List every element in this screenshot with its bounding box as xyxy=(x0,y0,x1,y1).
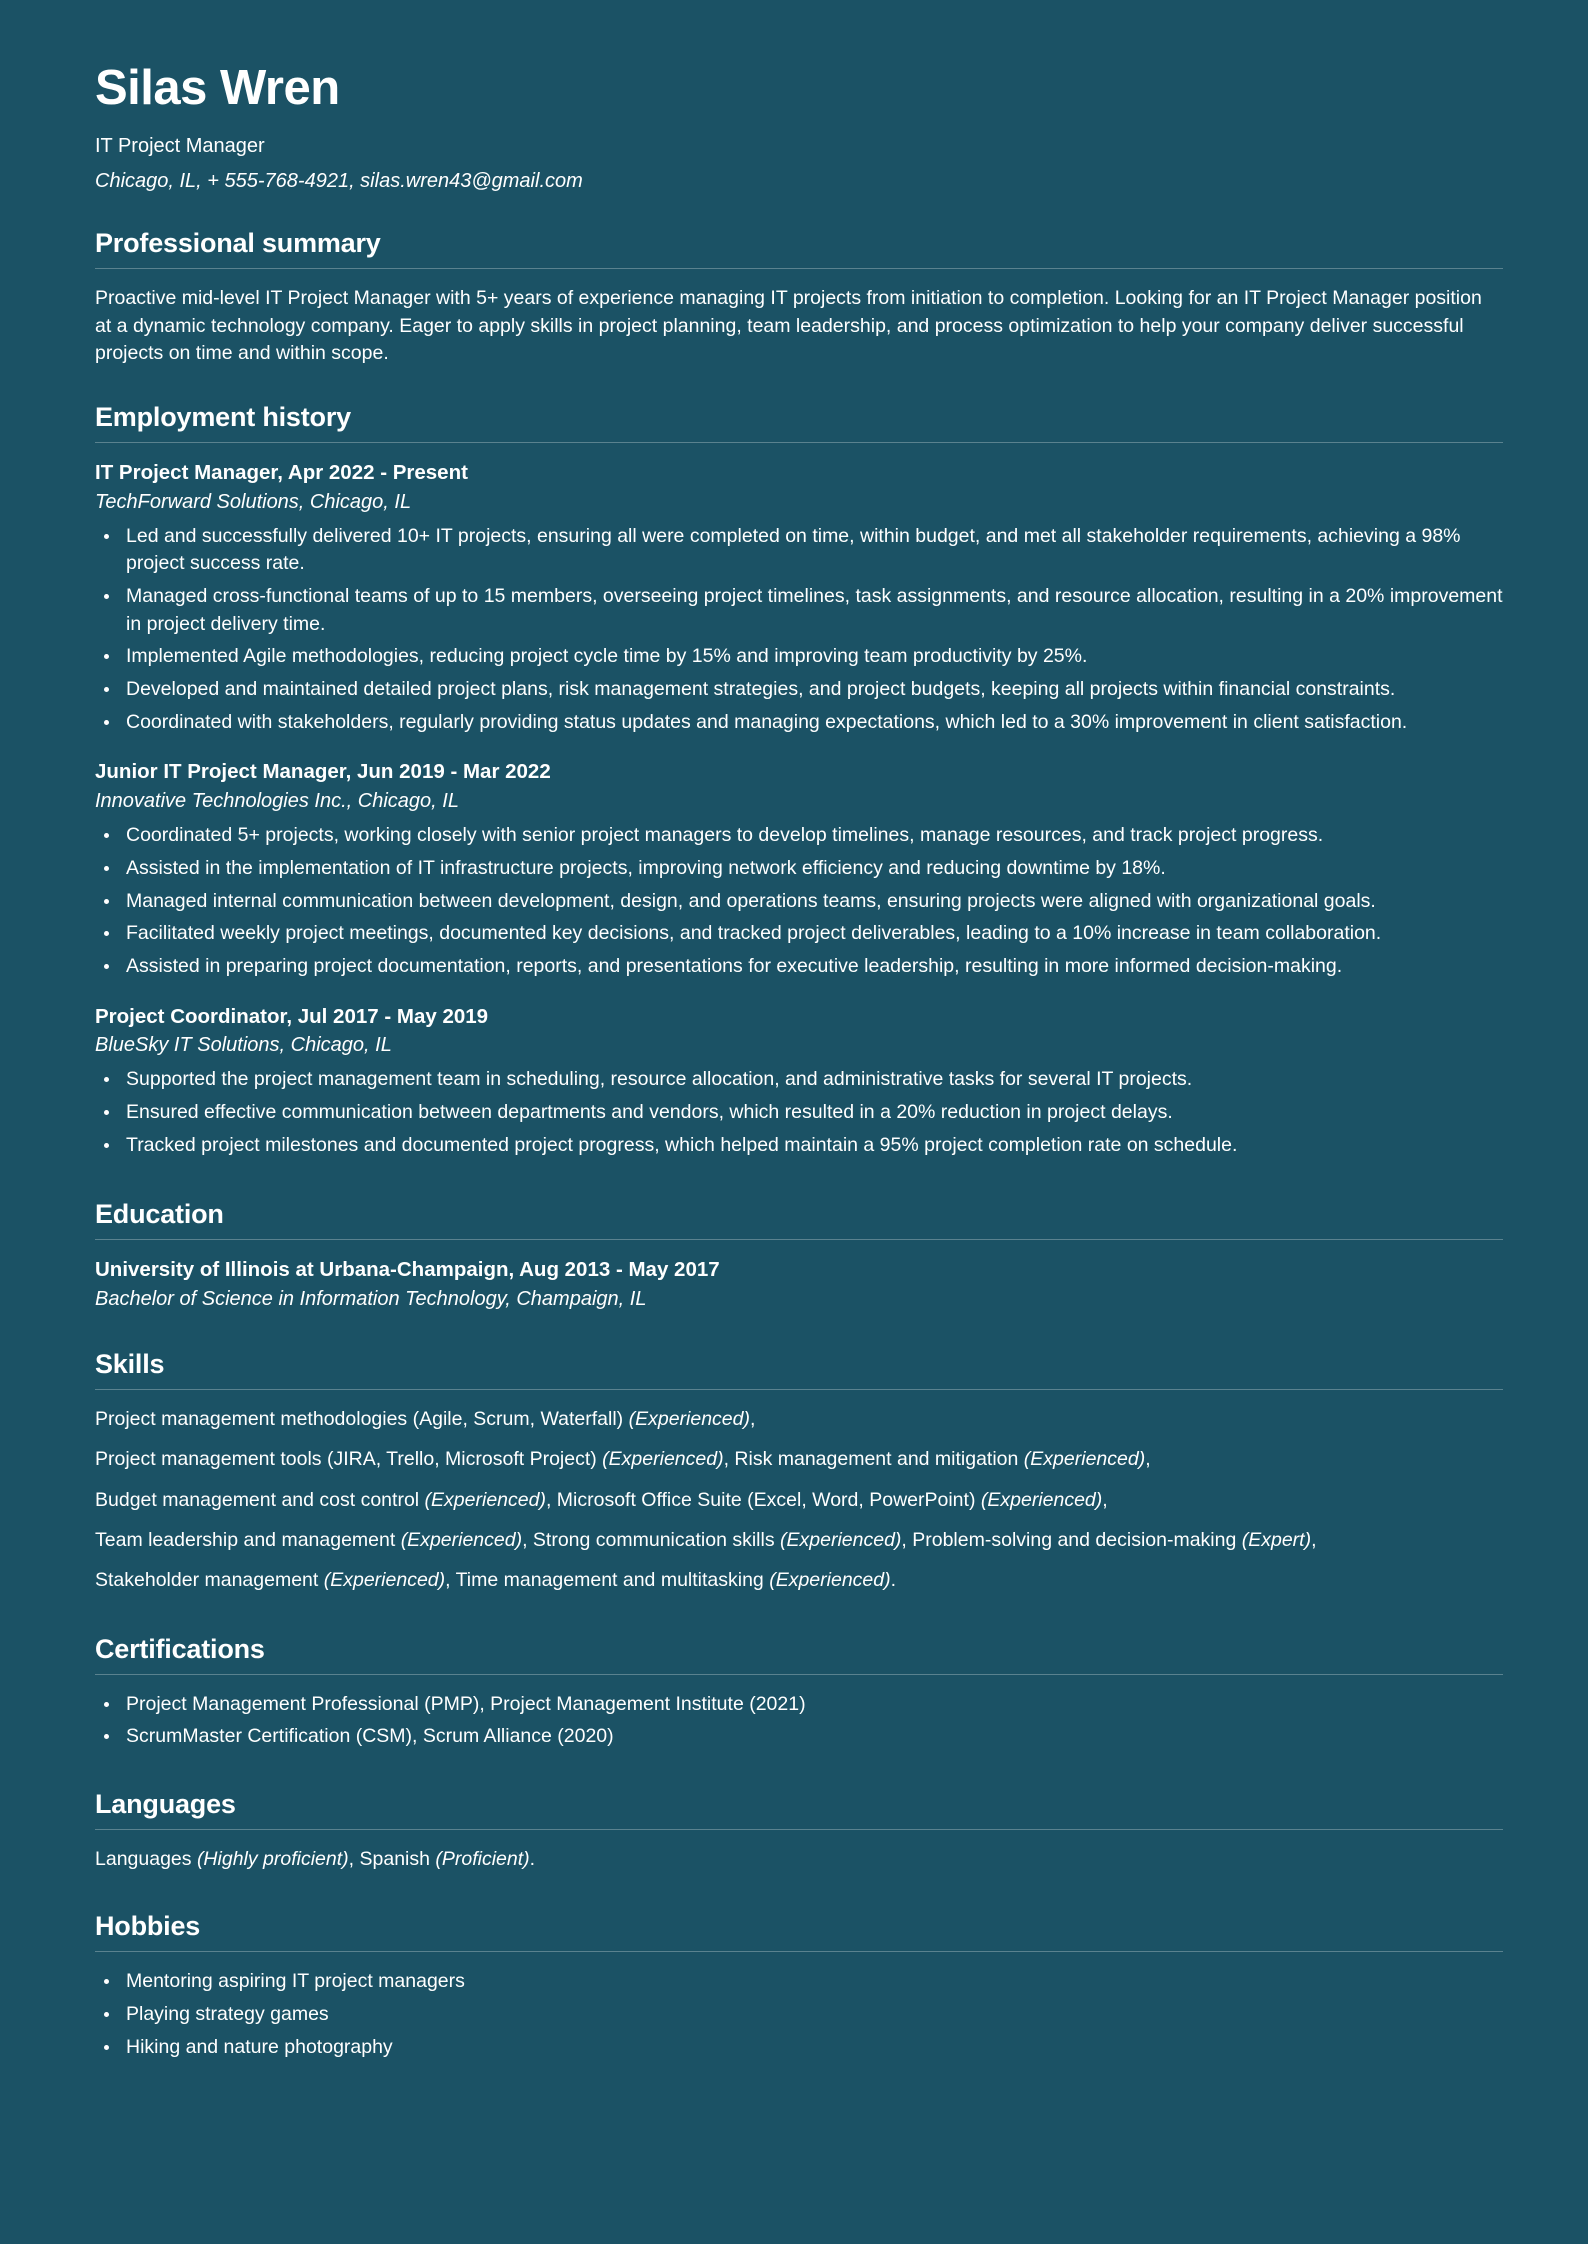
skill-line: Project management methodologies (Agile, Scrum, Waterfall) (Experienced), xyxy=(95,1407,756,1430)
list-item: Project Management Professional (PMP), Project Management Institute (2021) xyxy=(95,1691,1503,1719)
employment-entry xyxy=(95,1003,1503,1160)
section-divider xyxy=(95,1829,1503,1830)
list-item: Coordinated 5+ projects, working closely with senior project managers to develop timelines, manage resources, and track project progress. xyxy=(95,822,1503,850)
section-education xyxy=(95,1199,1503,1313)
education-subheading: Bachelor of Science in Information Technology, Champaign, IL xyxy=(95,1287,647,1310)
section-title-certifications: Certifications xyxy=(95,1633,265,1664)
employment-bullet-list xyxy=(95,1066,1503,1159)
list-item: Managed internal communication between development, design, and operations teams, ensuring projects were aligned with organizational goals. xyxy=(95,888,1503,916)
section-divider xyxy=(95,1239,1503,1240)
section-languages xyxy=(95,1789,1503,1873)
section-title-employment-history: Employment history xyxy=(95,401,351,432)
list-item: Assisted in the implementation of IT infrastructure projects, improving network efficiency and reducing downtime by 18%. xyxy=(95,855,1503,883)
section-title-hobbies: Hobbies xyxy=(95,1911,201,1942)
section-title-languages: Languages xyxy=(95,1788,236,1819)
candidate-job-title: IT Project Manager xyxy=(95,134,265,157)
list-item: Led and successfully delivered 10+ IT projects, ensuring all were completed on time, within budget, and met all stakeholder requirements, achieving a 98% project success rate. xyxy=(95,523,1503,578)
section-divider xyxy=(95,442,1503,443)
list-item: Ensured effective communication between departments and vendors, which resulted in a 20% reduction in project delays. xyxy=(95,1099,1503,1127)
employment-heading: Project Coordinator, Jul 2017 - May 2019 xyxy=(95,1004,489,1028)
section-divider xyxy=(95,1674,1503,1675)
employment-heading: IT Project Manager, Apr 2022 - Present xyxy=(95,460,468,484)
skill-line: Stakeholder management (Experienced), Time management and multitasking (Experienced). xyxy=(95,1569,897,1592)
section-employment-history xyxy=(95,402,1503,1159)
section-title-professional-summary: Professional summary xyxy=(95,227,381,258)
list-item: Coordinated with stakeholders, regularly providing status updates and managing expectations, which led to a 30% improvement in client satisfaction. xyxy=(95,709,1503,737)
hobbies-list xyxy=(95,1968,1503,2061)
section-title-education: Education xyxy=(95,1199,224,1230)
list-item: Developed and maintained detailed project plans, risk management strategies, and project budgets, keeping all projects within financial constraints. xyxy=(95,676,1503,704)
employment-company: TechForward Solutions, Chicago, IL xyxy=(95,490,412,513)
list-item: ScrumMaster Certification (CSM), Scrum Alliance (2020) xyxy=(95,1723,1503,1751)
section-divider xyxy=(95,1951,1503,1952)
education-heading: University of Illinois at Urbana-Champaign, Aug 2013 - May 2017 xyxy=(95,1258,720,1282)
section-divider xyxy=(95,268,1503,269)
section-divider xyxy=(95,1389,1503,1390)
skill-line: Project management tools (JIRA, Trello, Microsoft Project) (Experienced), Risk management and mitigation (Experienced), xyxy=(95,1448,1151,1471)
employment-bullet-list xyxy=(95,822,1503,980)
employment-entry xyxy=(95,758,1503,980)
languages-line: Languages (Highly proficient), Spanish (Proficient). xyxy=(95,1847,536,1870)
employment-entry xyxy=(95,459,1503,736)
list-item: Mentoring aspiring IT project managers xyxy=(95,1968,1503,1996)
employment-bullet-list xyxy=(95,523,1503,737)
section-hobbies xyxy=(95,1911,1503,2061)
employment-company: BlueSky IT Solutions, Chicago, IL xyxy=(95,1034,392,1057)
list-item: Facilitated weekly project meetings, documented key decisions, and tracked project deliverables, leading to a 10% increase in team collaboration. xyxy=(95,920,1503,948)
candidate-name: Silas Wren xyxy=(95,61,340,115)
list-item: Tracked project milestones and documented project progress, which helped maintain a 95% project completion rate on schedule. xyxy=(95,1132,1503,1160)
skill-line: Budget management and cost control (Experienced), Microsoft Office Suite (Excel, Word, PowerPoint) (Experienced), xyxy=(95,1488,1108,1511)
section-skills xyxy=(95,1349,1503,1594)
list-item: Hiking and nature photography xyxy=(95,2034,1503,2062)
list-item: Managed cross-functional teams of up to 15 members, overseeing project timelines, task assignments, and resource allocation, resulting in a 20% improvement in project delivery time. xyxy=(95,583,1503,638)
education-entry xyxy=(95,1256,1503,1313)
section-certifications xyxy=(95,1634,1503,1751)
section-professional-summary xyxy=(95,228,1503,368)
certifications-list xyxy=(95,1691,1503,1751)
list-item: Supported the project management team in scheduling, resource allocation, and administrative tasks for several IT projects. xyxy=(95,1066,1503,1094)
resume-header xyxy=(95,62,1503,194)
list-item: Assisted in preparing project documentation, reports, and presentations for executive leadership, resulting in more informed decision-making. xyxy=(95,953,1503,981)
list-item: Implemented Agile methodologies, reducing project cycle time by 15% and improving team productivity by 25%. xyxy=(95,643,1503,671)
section-title-skills: Skills xyxy=(95,1348,165,1379)
resume-content xyxy=(95,62,1503,2061)
list-item: Playing strategy games xyxy=(95,2001,1503,2029)
candidate-contact: Chicago, IL, + 555-768-4921, silas.wren43@gmail.com xyxy=(95,169,583,192)
skill-line: Team leadership and management (Experienced), Strong communication skills (Experienced), Problem-solving and decision-making (Expert), xyxy=(95,1528,1317,1551)
employment-company: Innovative Technologies Inc., Chicago, IL xyxy=(95,790,459,813)
professional-summary-text: Proactive mid-level IT Project Manager with 5+ years of experience managing IT projects from initiation to completion. Looking for an IT Project Manager position at a dynamic technology company. Eager to apply skills in project planning, team leadership, and process optimization to help your company deliver successful projects on time and within scope. xyxy=(95,286,1482,365)
employment-heading: Junior IT Project Manager, Jun 2019 - Mar 2022 xyxy=(95,760,551,784)
